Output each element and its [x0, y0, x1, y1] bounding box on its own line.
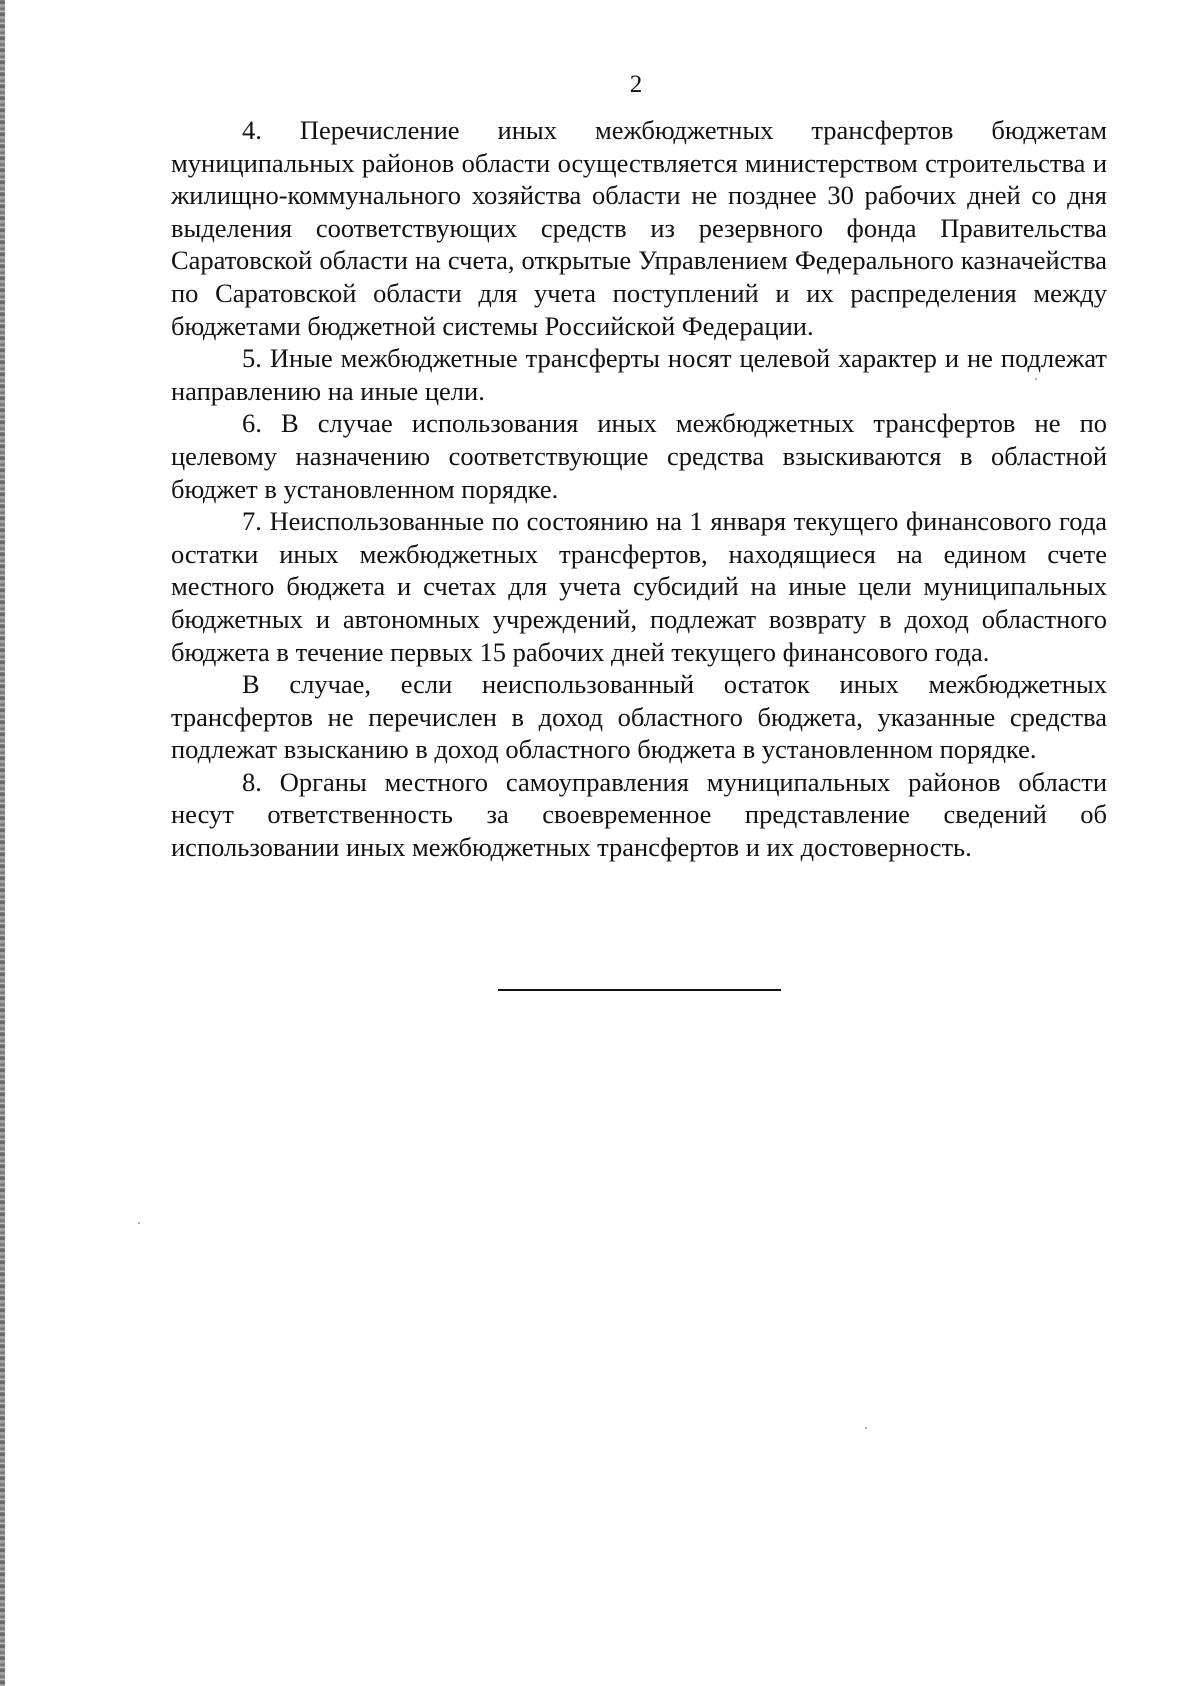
page-number: 2	[629, 71, 643, 98]
document-body	[171, 114, 1107, 864]
paragraph-4: 4. Перечисление иных межбюджетных трансфертов бюджетам муниципальных районов области осуществляется министерством строительства и жилищно-коммунального хозяйства области не позднее 30 рабочих дней со дня выделения соответствующих средств из резервного фонда Правительства Саратовской области на счета, открытые Управлением Федерального казначейства по Саратовской области для учета поступлений и их распределения между бюджетами бюджетной системы Российской Федерации.	[171, 115, 1107, 341]
paragraph-5: 5. Иные межбюджетные трансферты носят целевой характер и не подлежат направлению на иные цели.	[171, 343, 1107, 406]
paragraph-6: 6. В случае использования иных межбюджетных трансфертов не по целевому назначению соответствующие средства взыскиваются в областной бюджет в установленном порядке.	[171, 408, 1107, 504]
scan-edge-artifact	[0, 0, 5, 1686]
closing-divider	[498, 989, 781, 991]
scan-speck	[138, 1222, 140, 1224]
paragraph-7-continuation: В случае, если неиспользованный остаток иных межбюджетных трансфертов не перечислен в доход областного бюджета, указанные средства подлежат взысканию в доход областного бюджета в установленном порядке.	[171, 669, 1107, 765]
scan-speck	[1035, 378, 1037, 380]
paragraph-8: 8. Органы местного самоуправления муниципальных районов области несут ответственность за своевременное представление сведений об использовании иных межбюджетных трансфертов и их достоверность.	[171, 766, 1107, 863]
paragraph-7: 7. Неиспользованные по состоянию на 1 января текущего финансового года остатки иных межбюджетных трансфертов, находящиеся на едином счете местного бюджета и счетах для учета субсидий на иные цели муниципальных бюджетных и автономных учреждений, подлежат возврату в доход областного бюджета в течение первых 15 рабочих дней текущего финансового года.	[171, 506, 1107, 667]
scan-speck	[865, 1427, 867, 1429]
